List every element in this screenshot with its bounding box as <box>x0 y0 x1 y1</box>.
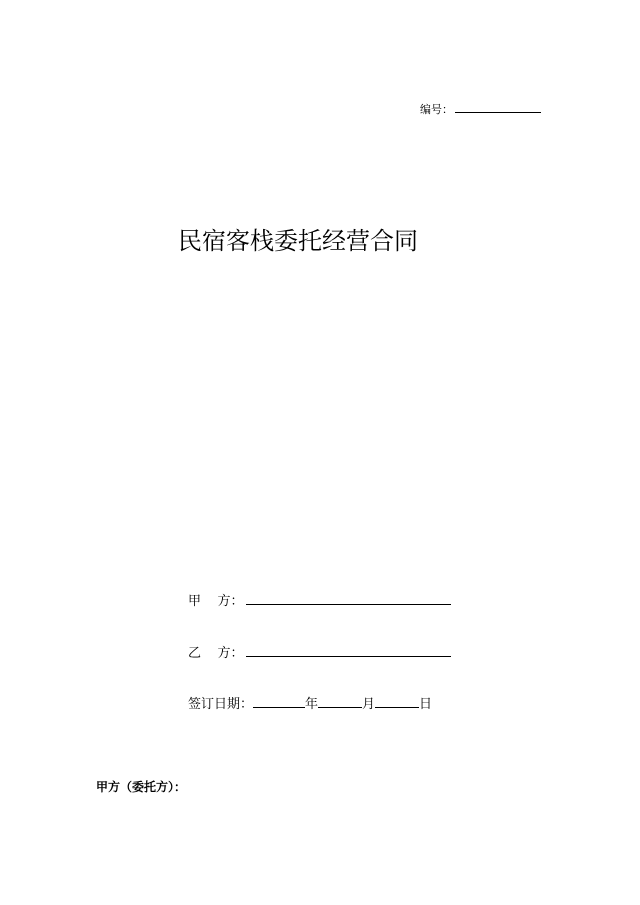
day-label: 日 <box>419 697 433 712</box>
day-blank[interactable] <box>375 693 419 708</box>
serial-number-label: 编号： <box>420 103 453 116</box>
serial-number-blank[interactable] <box>455 101 541 113</box>
party-b-label: 乙 方： <box>188 646 244 661</box>
party-b-blank[interactable] <box>246 642 451 657</box>
party-b-field <box>188 642 451 663</box>
party-a-label: 甲 方： <box>188 594 244 609</box>
party-a-heading: 甲方（委托方）： <box>96 780 187 794</box>
party-a-field <box>188 590 451 611</box>
month-blank[interactable] <box>318 693 362 708</box>
serial-number <box>420 101 541 117</box>
year-label: 年 <box>305 697 319 712</box>
signing-date-label: 签订日期： <box>188 697 254 712</box>
month-label: 月 <box>362 697 376 712</box>
party-a-blank[interactable] <box>246 590 451 605</box>
document-title: 民宿客栈委托经营合同 <box>178 227 418 255</box>
year-blank[interactable] <box>253 693 305 708</box>
signing-date-field <box>188 693 432 714</box>
